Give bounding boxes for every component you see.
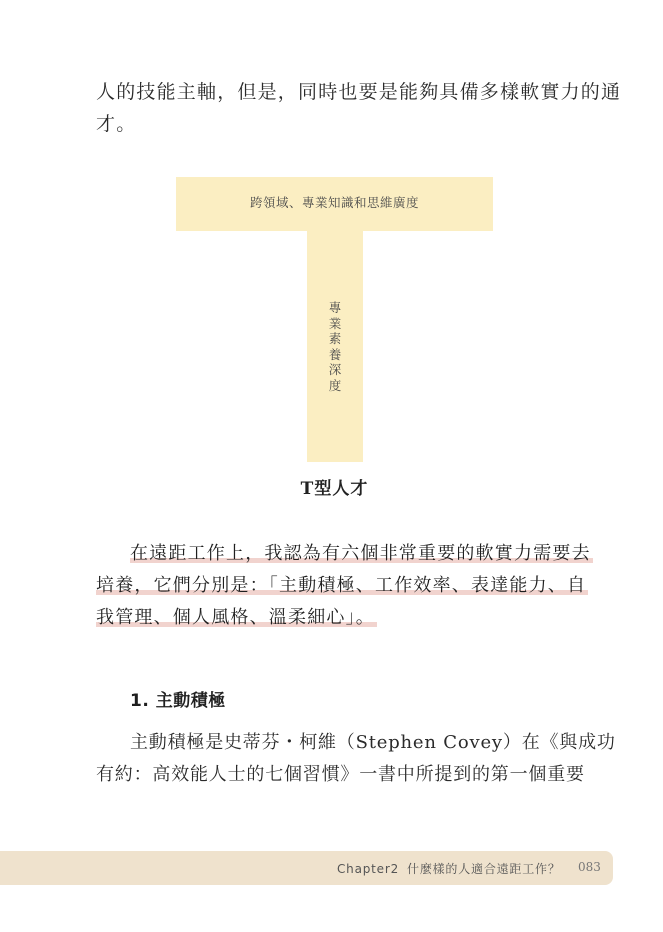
intro-paragraph: [96, 76, 622, 140]
t-diagram-stem-label: [307, 300, 363, 393]
highlighted-text: 在遠距工作上，我認為有六個非常重要的軟實力需要去: [130, 543, 591, 564]
stem-label-char: 專: [328, 300, 342, 315]
footer-chapter-label: Chapter2: [337, 862, 400, 876]
highlighted-text: 我管理、個人風格、溫柔細心」。: [96, 607, 375, 628]
paragraph-line: 才。: [96, 113, 137, 135]
page-number: 083: [578, 860, 601, 874]
t-diagram-crossbar-label: 跨領域、專業知識和思維廣度: [249, 195, 419, 210]
paragraph-line: [96, 570, 596, 602]
paragraph-line: [96, 602, 596, 634]
running-footer: [337, 860, 561, 877]
body-paragraph: [96, 727, 616, 791]
footer-chapter-title: 什麼樣的人適合遠距工作？: [407, 862, 561, 876]
paragraph-line: 主動積極是史蒂芬・柯維（Stephen Covey）在《與成功: [130, 732, 616, 753]
stem-label-char: 業: [328, 315, 342, 331]
section-heading: 1. 主動積極: [130, 691, 226, 711]
stem-label-char: 養: [328, 346, 342, 362]
stem-label-char: 深: [328, 362, 342, 377]
paragraph-line: 有約：高效能人士的七個習慣》一書中所提到的第一個重要: [96, 764, 585, 785]
stem-label-char: 素: [328, 331, 342, 346]
paragraph-line: 人的技能主軸，但是，同時也要是能夠具備多樣軟實力的通: [96, 81, 622, 103]
highlighted-paragraph: [96, 538, 596, 634]
paragraph-line: [96, 538, 596, 570]
stem-label-char: 度: [328, 377, 342, 393]
highlighted-text: 培養，它們分別是：「主動積極、工作效率、表達能力、自: [96, 575, 587, 596]
t-diagram-caption: T型人才: [300, 479, 369, 499]
